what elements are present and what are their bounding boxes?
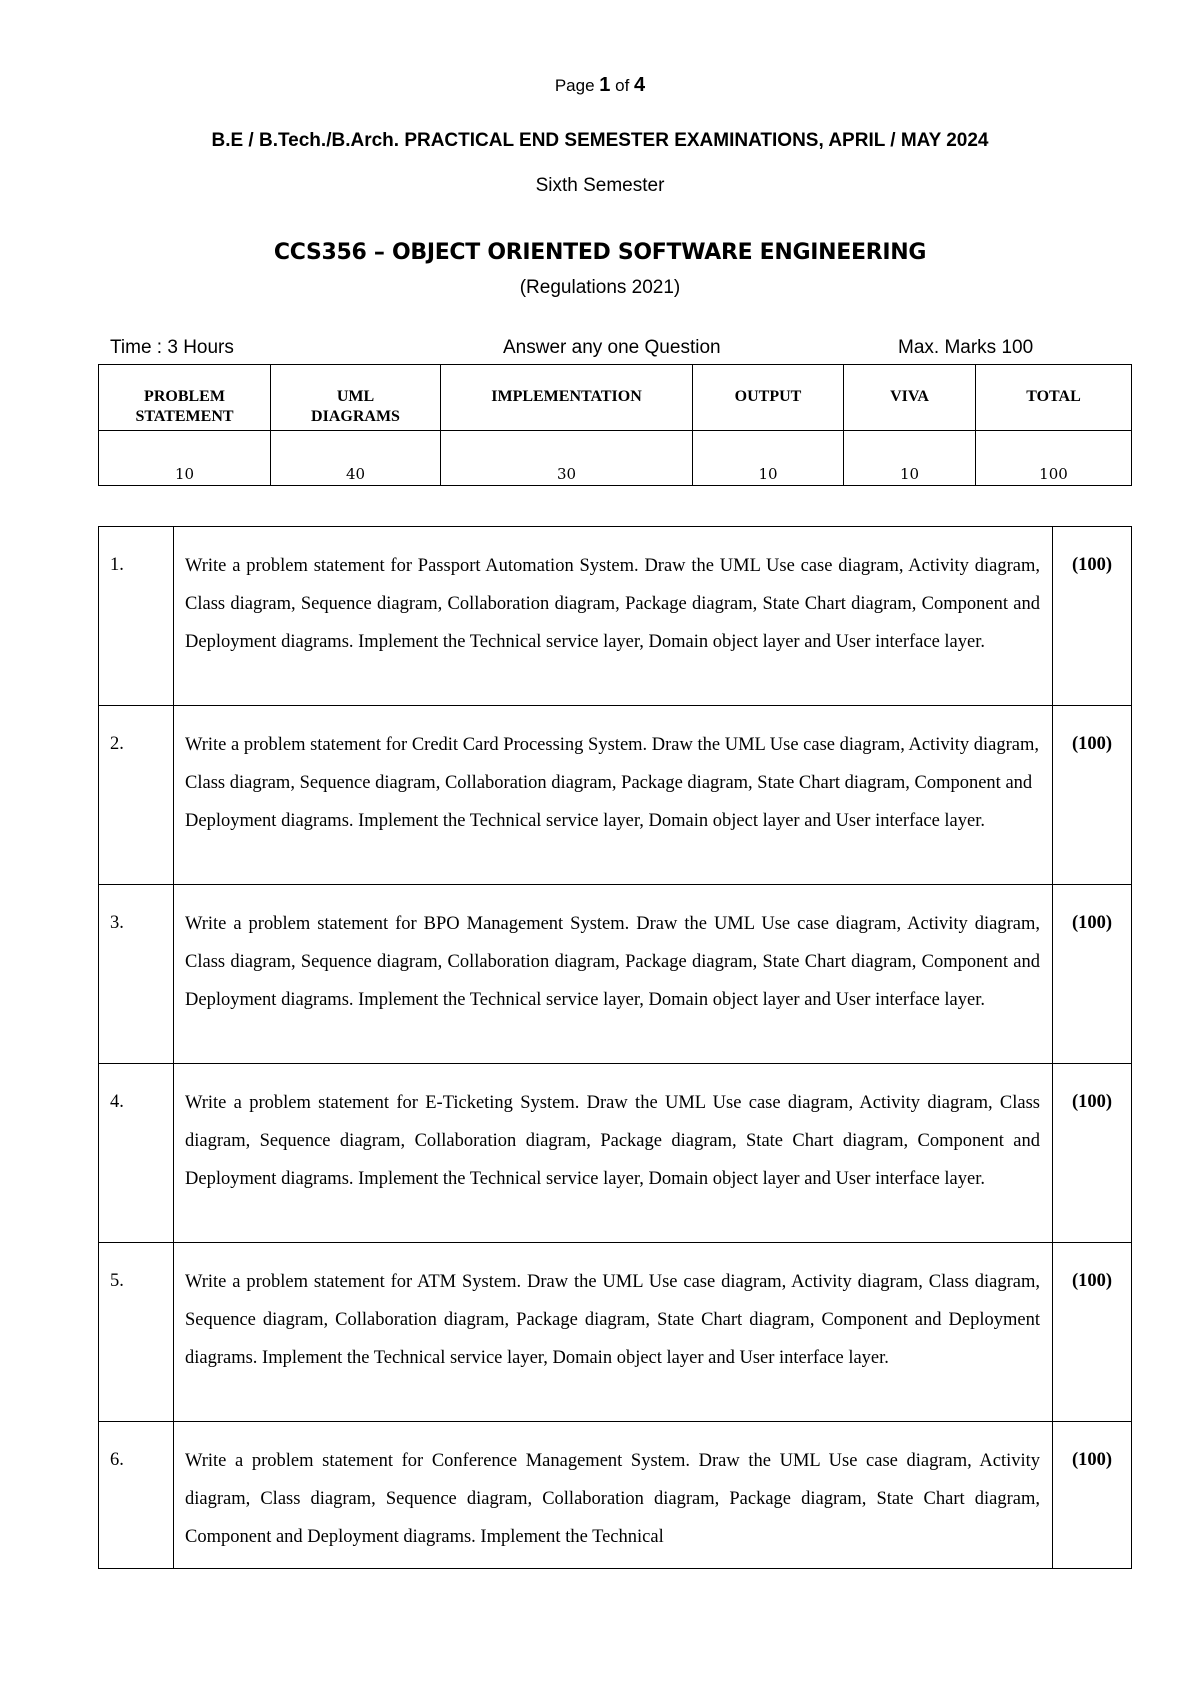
question-row xyxy=(99,706,1132,885)
question-row xyxy=(99,1064,1132,1243)
value-uml-diagrams: 40 xyxy=(271,431,441,486)
header-output: OUTPUT xyxy=(693,365,844,431)
marks-value-row xyxy=(99,431,1132,486)
exam-duration: Time : 3 Hours xyxy=(110,337,234,358)
question-number: 3. xyxy=(99,885,174,1064)
header-viva: VIVA xyxy=(844,365,976,431)
regulations: (Regulations 2021) xyxy=(519,277,681,298)
question-row xyxy=(99,1243,1132,1422)
question-marks: (100) xyxy=(1053,1243,1132,1422)
question-marks: (100) xyxy=(1053,885,1132,1064)
course-title: CCS356 – OBJECT ORIENTED SOFTWARE ENGINEERING xyxy=(273,240,927,265)
question-marks: (100) xyxy=(1053,527,1132,706)
question-row xyxy=(99,1422,1132,1569)
value-implementation: 30 xyxy=(441,431,693,486)
question-number: 2. xyxy=(99,706,174,885)
question-number: 6. xyxy=(99,1422,174,1569)
semester: Sixth Semester xyxy=(535,175,665,196)
question-text: Write a problem statement for BPO Management System. Draw the UML Use case diagram, Activity diagram, Class diagram, Sequence diagram, Collaboration diagram, Package diagram, State Chart diagram, Component and Deployment diagrams. Implement the Technical service layer, Domain object layer and User interface layer. xyxy=(174,885,1053,1064)
header-total: TOTAL xyxy=(976,365,1132,431)
question-text: Write a problem statement for Passport Automation System. Draw the UML Use case diagram, Activity diagram, Class diagram, Sequence diagram, Collaboration diagram, Package diagram, State Chart diagram, Component and Deployment diagrams. Implement the Technical service layer, Domain object layer and User interface layer. xyxy=(174,527,1053,706)
question-marks: (100) xyxy=(1053,706,1132,885)
header-problem-statement: PROBLEM STATEMENT xyxy=(99,365,271,431)
question-number: 1. xyxy=(99,527,174,706)
page-prefix: Page xyxy=(554,76,600,95)
instruction: Answer any one Question xyxy=(503,337,721,358)
marks-distribution-table xyxy=(98,364,1132,486)
question-row xyxy=(99,527,1132,706)
question-marks: (100) xyxy=(1053,1422,1132,1569)
value-problem-statement: 10 xyxy=(99,431,271,486)
value-total: 100 xyxy=(976,431,1132,486)
value-viva: 10 xyxy=(844,431,976,486)
question-text: Write a problem statement for Conference Management System. Draw the UML Use case diagram, Activity diagram, Class diagram, Sequence diagram, Collaboration diagram, Package diagram, State Chart diagram, Component and Deployment diagrams. Implement the Technical xyxy=(174,1422,1053,1569)
question-text: Write a problem statement for Credit Card Processing System. Draw the UML Use case diagram, Activity diagram, Class diagram, Sequence diagram, Collaboration diagram, Package diagram, State Chart diagram, Component and Deployment diagrams. Implement the Technical service layer, Domain object layer and User interface layer. xyxy=(174,706,1053,885)
page-total: 4 xyxy=(634,74,646,96)
question-text: Write a problem statement for ATM System. Draw the UML Use case diagram, Activity diagram, Class diagram, Sequence diagram, Collaboration diagram, Package diagram, State Chart diagram, Component and Deployment diagrams. Implement the Technical service layer, Domain object layer and User interface layer. xyxy=(174,1243,1053,1422)
question-marks: (100) xyxy=(1053,1064,1132,1243)
value-output: 10 xyxy=(693,431,844,486)
question-number: 4. xyxy=(99,1064,174,1243)
exam-title: B.E / B.Tech./B.Arch. PRACTICAL END SEMESTER EXAMINATIONS, APRIL / MAY 2024 xyxy=(211,130,989,151)
question-number: 5. xyxy=(99,1243,174,1422)
page-of: of xyxy=(610,76,635,95)
question-row xyxy=(99,885,1132,1064)
questions-table xyxy=(98,526,1132,1569)
header-uml-diagrams: UML DIAGRAMS xyxy=(271,365,441,431)
page-number xyxy=(0,74,1200,97)
marks-header-row xyxy=(99,365,1132,431)
page-current: 1 xyxy=(599,74,611,96)
max-marks: Max. Marks 100 xyxy=(898,337,1034,358)
question-text: Write a problem statement for E-Ticketing System. Draw the UML Use case diagram, Activity diagram, Class diagram, Sequence diagram, Collaboration diagram, Package diagram, State Chart diagram, Component and Deployment diagrams. Implement the Technical service layer, Domain object layer and User interface layer. xyxy=(174,1064,1053,1243)
header-implementation: IMPLEMENTATION xyxy=(441,365,693,431)
